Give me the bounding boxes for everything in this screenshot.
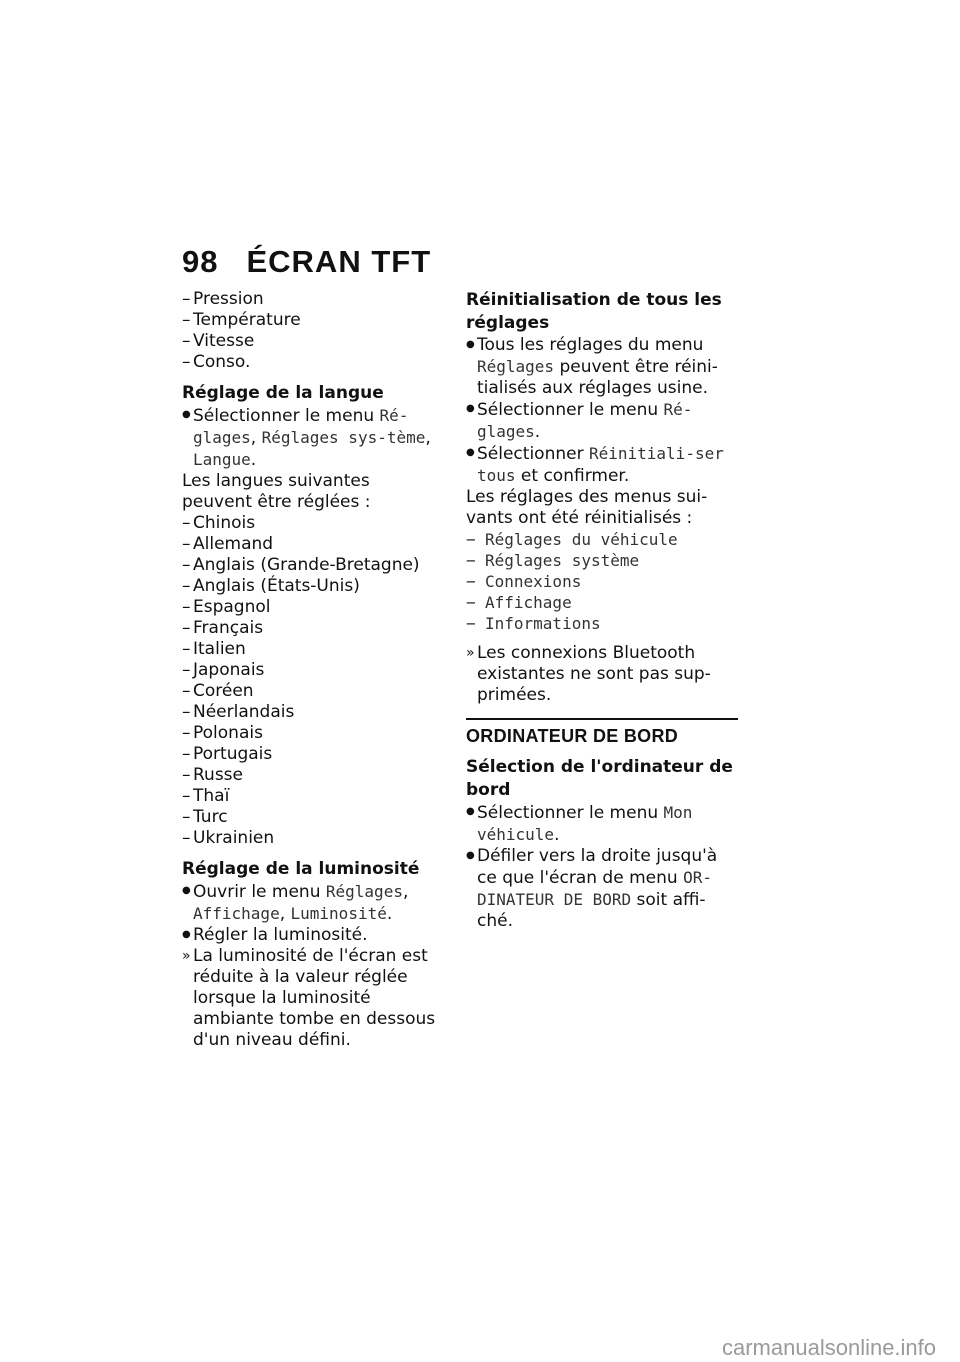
computer-step: ● Sélectionner le menu Mon véhicule.	[466, 802, 738, 846]
brightness-heading: Réglage de la luminosité	[182, 859, 420, 879]
reset-intro: Les réglages des menus sui-vants ont été réinitialisés :	[466, 487, 708, 528]
language-steps	[182, 405, 440, 471]
menu-ref: Réinitiali-ser tous	[477, 444, 724, 485]
page-header	[182, 244, 431, 280]
language-item: – Polonais	[182, 723, 440, 744]
intro-item: – Vitesse	[182, 331, 440, 352]
page-number: 98	[182, 244, 219, 279]
language-item: – Chinois	[182, 513, 440, 534]
language-item: – Thaï	[182, 786, 440, 807]
reset-steps	[466, 335, 738, 487]
menu-ref: Affichage	[193, 904, 280, 923]
language-item: – Anglais (Grande-Bretagne)	[182, 555, 440, 576]
reset-menu-item: − Connexions	[466, 571, 738, 592]
language-item: – Turc	[182, 807, 440, 828]
menu-ref: Ré-glages	[477, 400, 693, 441]
page-title: ÉCRAN TFT	[246, 244, 432, 279]
language-item: – Ukrainien	[182, 828, 440, 849]
reset-menu-item: − Réglages du véhicule	[466, 529, 738, 550]
brightness-step: ● Régler la luminosité.	[182, 925, 440, 946]
reset-menu-item: − Réglages système	[466, 550, 738, 571]
language-item: – Français	[182, 618, 440, 639]
reset-menu-list	[466, 529, 738, 634]
language-item: – Italien	[182, 639, 440, 660]
menu-ref: Langue	[193, 450, 251, 469]
language-item: – Néerlandais	[182, 702, 440, 723]
language-heading: Réglage de la langue	[182, 383, 384, 403]
language-item: – Coréen	[182, 681, 440, 702]
language-intro: Les langues suivantes peuvent être réglées :	[182, 471, 371, 512]
language-list	[182, 513, 440, 849]
intro-item: – Température	[182, 310, 440, 331]
computer-step: ● Défiler vers la droite jusqu'à ce que l'écran de menu OR-DINATEUR DE BORD soit affi-ché.	[466, 846, 738, 932]
language-item: – Allemand	[182, 534, 440, 555]
left-column	[182, 289, 440, 1051]
reset-result: » Les connexions Bluetooth existantes ne sont pas sup-primées.	[466, 643, 738, 706]
computer-steps	[466, 802, 738, 932]
language-item: – Anglais (États-Unis)	[182, 576, 440, 597]
right-column	[466, 289, 738, 932]
brightness-step: ● Ouvrir le menu Réglages, Affichage, Luminosité.	[182, 881, 440, 925]
reset-menu-item: − Informations	[466, 613, 738, 634]
brightness-steps	[182, 881, 440, 946]
language-step: ● Sélectionner le menu Ré-glages, Réglages sys-tème, Langue.	[182, 405, 440, 471]
menu-ref: Mon véhicule	[477, 803, 693, 844]
reset-step: ● Sélectionner le menu Ré-glages.	[466, 399, 738, 443]
menu-ref: Ré-glages	[193, 406, 409, 447]
intro-list	[182, 289, 440, 373]
menu-ref: Réglages	[477, 357, 555, 376]
intro-item: – Conso.	[182, 352, 440, 373]
computer-heading: Sélection de l'ordinateur de bord	[466, 757, 733, 800]
reset-step: ● Tous les réglages du menu Réglages peuvent être réini-tialisés aux réglages usine.	[466, 335, 738, 399]
language-item: – Russe	[182, 765, 440, 786]
menu-ref: Réglages	[325, 882, 403, 901]
section-title: ORDINATEUR DE BORD	[466, 718, 738, 747]
menu-ref: Réglages sys-tème	[261, 428, 426, 447]
reset-heading: Réinitialisation de tous les réglages	[466, 290, 722, 333]
watermark: carmanualsonline.info	[722, 1335, 937, 1360]
intro-item: – Pression	[182, 289, 440, 310]
language-item: – Portugais	[182, 744, 440, 765]
menu-ref: Luminosité	[290, 904, 387, 923]
language-item: – Espagnol	[182, 597, 440, 618]
reset-menu-item: − Affichage	[466, 592, 738, 613]
reset-step: ● Sélectionner Réinitiali-ser tous et confirmer.	[466, 443, 738, 487]
menu-ref: OR-DINATEUR DE BORD	[477, 868, 712, 909]
brightness-result: » La luminosité de l'écran est réduite à la valeur réglée lorsque la luminosité ambiante tombe en dessous d'un niveau défini.	[182, 946, 440, 1051]
language-item: – Japonais	[182, 660, 440, 681]
